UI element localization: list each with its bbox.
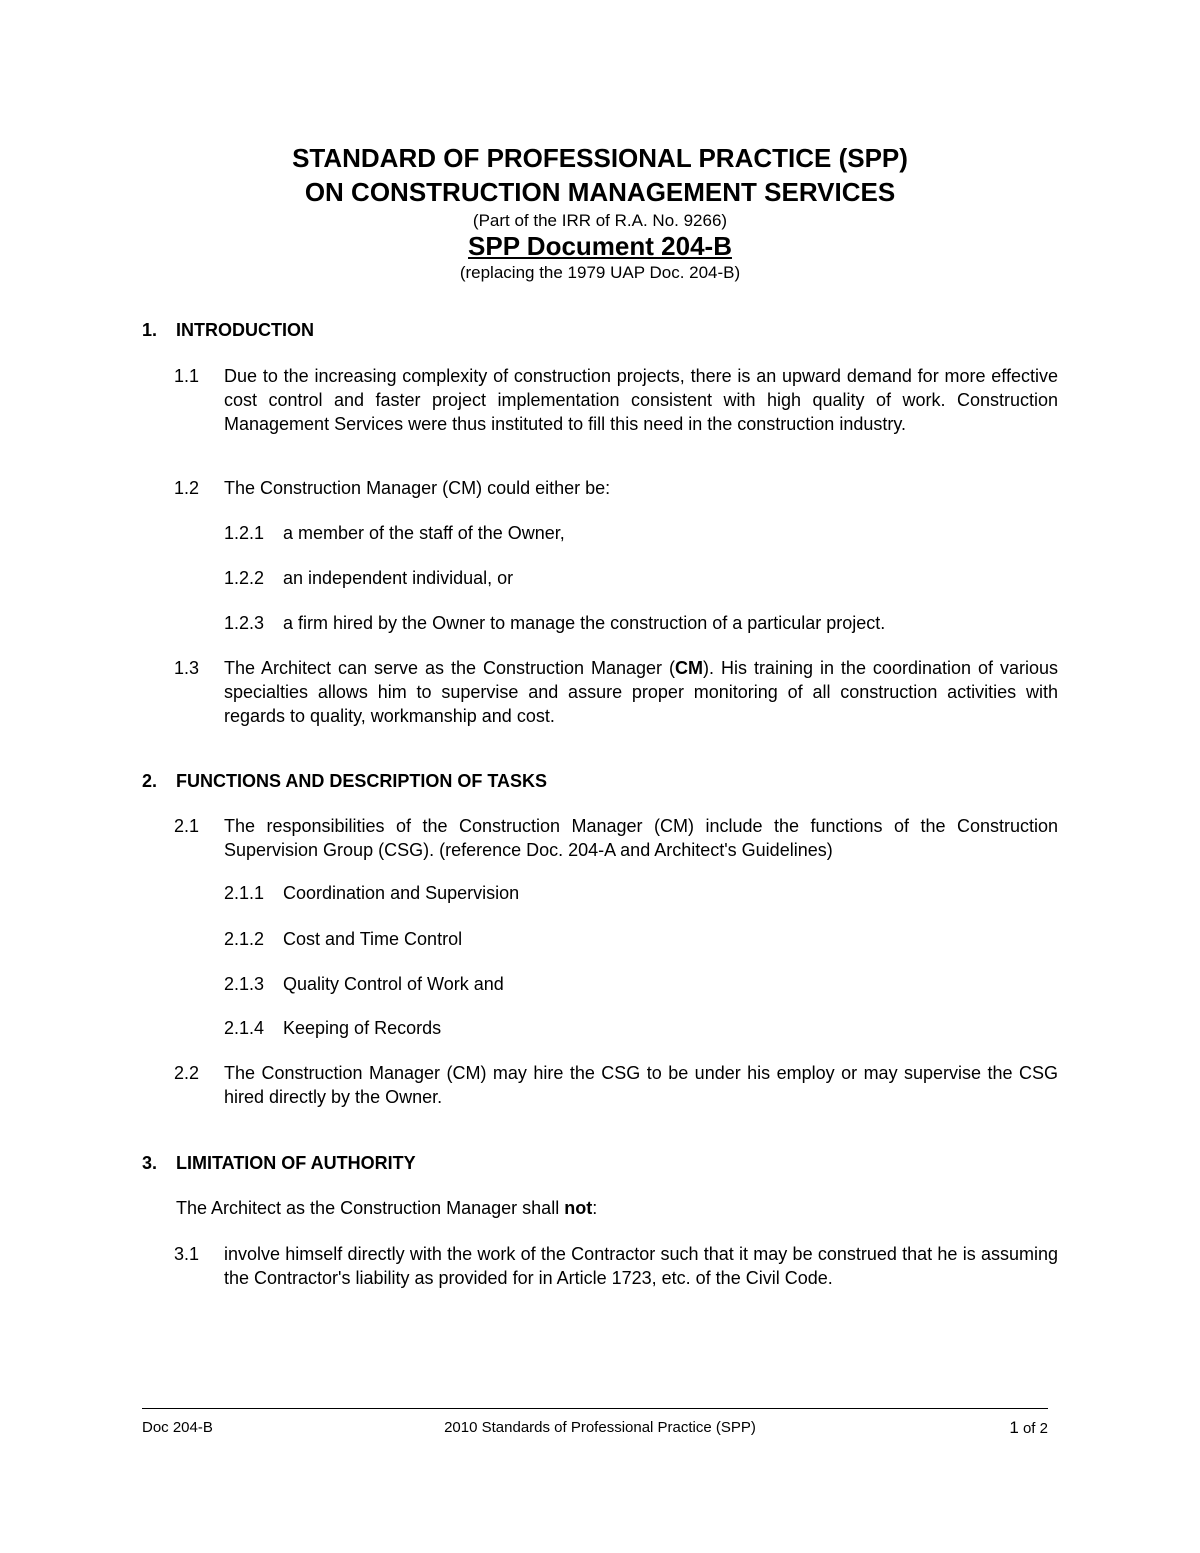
paragraph-text: Cost and Time Control xyxy=(283,929,463,949)
section-number: 3. xyxy=(142,1153,158,1173)
paragraph-text: The Construction Manager (CM) could either be: xyxy=(224,478,611,498)
section-title: INTRODUCTION xyxy=(176,320,314,340)
section-title: LIMITATION OF AUTHORITY xyxy=(176,1153,416,1173)
section-number: 1. xyxy=(142,320,158,340)
paragraph-number: 1.2.2 xyxy=(224,568,265,588)
paragraph-number: 2.1.1 xyxy=(224,883,265,903)
title-line-2: ON CONSTRUCTION MANAGEMENT SERVICES xyxy=(304,177,896,207)
paragraph-text: The Architect can serve as the Construction Manager (CM). His training in the coordination of various specialties allows him to supervise and assure proper monitoring of all construction activities with regards to quality, workmanship and cost. xyxy=(224,658,1058,726)
paragraph-number: 1.2.3 xyxy=(224,613,265,633)
paragraph-number: 1.2 xyxy=(174,478,200,498)
paragraph-text: a firm hired by the Owner to manage the construction of a particular project. xyxy=(283,613,886,633)
bold-not: not xyxy=(564,1198,593,1218)
section-3-heading xyxy=(142,1151,416,1175)
section-title: FUNCTIONS AND DESCRIPTION OF TASKS xyxy=(176,771,548,791)
paragraph-text: Due to the increasing complexity of construction projects, there is an upward demand for more effective cost control and faster project implementation consistent with high quality of work. Construction Management Services were thus instituted to fill this need in the construction industry. xyxy=(224,366,1058,434)
paragraph-number: 2.1.2 xyxy=(224,929,265,949)
footer-page-number: 1 of 2 xyxy=(1009,1418,1048,1437)
part-of-note: (Part of the IRR of R.A. No. 9266) xyxy=(472,211,728,230)
bold-cm: CM xyxy=(675,658,703,678)
section-3-intro: The Architect as the Construction Manager shall not: xyxy=(176,1198,598,1218)
paragraph-text: Quality Control of Work and xyxy=(283,974,504,994)
paragraph-number: 2.1.3 xyxy=(224,974,265,994)
paragraph-number: 1.3 xyxy=(174,658,200,678)
paragraph-number: 2.2 xyxy=(174,1063,200,1083)
footer-title: 2010 Standards of Professional Practice (SPP) xyxy=(444,1419,756,1436)
section-number: 2. xyxy=(142,771,158,791)
replacing-note: (replacing the 1979 UAP Doc. 204-B) xyxy=(459,263,741,282)
paragraph-text: Coordination and Supervision xyxy=(283,883,520,903)
footer-rule xyxy=(142,1408,1048,1409)
paragraph-text: The responsibilities of the Construction Manager (CM) include the functions of the Construction Supervision Group (CSG). (reference Doc. 204-A and Architect's Guidelines) xyxy=(224,816,1058,860)
paragraph-number: 2.1.4 xyxy=(224,1018,265,1038)
title-line-1: STANDARD OF PROFESSIONAL PRACTICE (SPP) xyxy=(292,143,908,173)
section-2-heading xyxy=(142,769,547,793)
document-title: SPP Document 204-B xyxy=(468,231,732,261)
paragraph-number: 3.1 xyxy=(174,1244,200,1264)
paragraph-text: involve himself directly with the work of the Contractor such that it may be construed that he is assuming the Contractor's liability as provided for in Article 1723, etc. of the Civil Code. xyxy=(224,1244,1058,1288)
section-1-heading xyxy=(142,318,314,342)
paragraph-text: an independent individual, or xyxy=(283,568,514,588)
paragraph-number: 2.1 xyxy=(174,816,200,836)
paragraph-number: 1.1 xyxy=(174,366,200,386)
footer-doc-id: Doc 204-B xyxy=(142,1419,213,1436)
paragraph-number: 1.2.1 xyxy=(224,523,265,543)
paragraph-text: Keeping of Records xyxy=(283,1018,442,1038)
paragraph-text: The Construction Manager (CM) may hire the CSG to be under his employ or may supervise the CSG hired directly by the Owner. xyxy=(224,1063,1058,1107)
paragraph-text: a member of the staff of the Owner, xyxy=(283,523,565,543)
